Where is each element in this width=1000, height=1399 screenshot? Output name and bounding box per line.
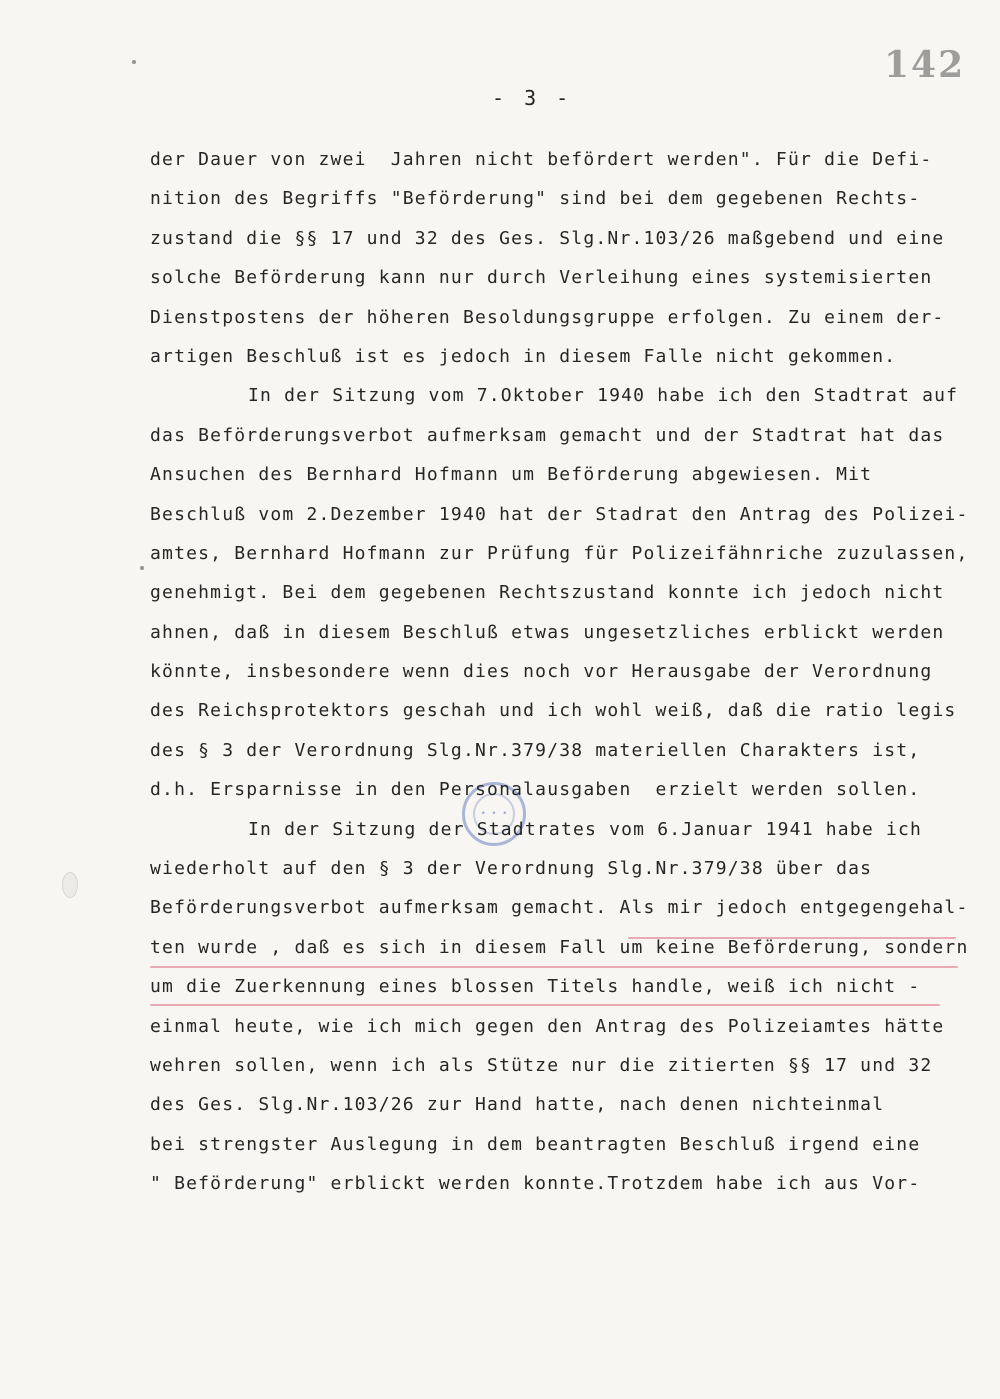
text-line: solche Beförderung kann nur durch Verleihung eines systemisierten [150,267,933,289]
text-line: des Reichsprotektors geschah und ich wohl weiß, daß die ratio legis [150,700,957,722]
body-text [150,140,970,1204]
text-line: Beförderungsverbot aufmerksam gemacht. Als mir jedoch entgegengehal- [150,897,969,919]
text-line: um die Zuerkennung eines blossen Titels handle, weiß ich nicht - [150,976,921,998]
ink-mark [132,60,136,64]
text-line: " Beförderung" erblickt werden konnte.Trotzdem habe ich aus Vor- [150,1173,921,1195]
text-line: könnte, insbesondere wenn dies noch vor Herausgabe der Verordnung [150,661,933,683]
text-line: Beschluß vom 2.Dezember 1940 hat der Stadrat den Antrag des Polizei- [150,503,969,525]
text-line: ahnen, daß in diesem Beschluß etwas ungesetzliches erblickt werden [150,621,945,643]
text-line: des § 3 der Verordnung Slg.Nr.379/38 materiellen Charakters ist, [150,739,921,761]
text-line: In der Sitzung vom 7.Oktober 1940 habe ich den Stadtrat auf [248,385,959,407]
text-line: einmal heute, wie ich mich gegen den Antrag des Polizeiamtes hätte [150,1015,945,1037]
text-line: In der Sitzung der Stadtrates vom 6.Januar 1941 habe ich [248,818,923,840]
punch-hole [62,872,78,898]
text-line: zustand die §§ 17 und 32 des Ges. Slg.Nr.103/26 maßgebend und eine [150,227,945,249]
text-line: wiederholt auf den § 3 der Verordnung Slg.Nr.379/38 über das [150,858,873,880]
text-line: genehmigt. Bei dem gegebenen Rechtszustand konnte ich jedoch nicht [150,582,945,604]
text-line: der Dauer von zwei Jahren nicht befördert werden". Für die Defi- [150,149,933,170]
page-number: - 3 - [492,86,573,110]
text-line: das Beförderungsverbot aufmerksam gemacht und der Stadtrat hat das [150,424,945,446]
ink-mark [140,566,144,570]
text-line: bei strengster Auslegung in dem beantragten Beschluß irgend eine [150,1133,921,1155]
archive-page-number: 142 [884,44,966,86]
text-line: wehren sollen, wenn ich als Stütze nur die zitierten §§ 17 und 32 [150,1054,933,1076]
text-line: Ansuchen des Bernhard Hofmann um Beförderung abgewiesen. Mit [150,464,873,486]
text-line: nition des Begriffs "Beförderung" sind bei dem gegebenen Rechts- [150,188,921,210]
text-line: artigen Beschluß ist es jedoch in diesem Falle nicht gekommen. [150,345,897,367]
text-line: Dienstpostens der höheren Besoldungsgruppe erfolgen. Zu einem der- [150,306,945,328]
text-line: d.h. Ersparnisse in den Personalausgaben erzielt werden sollen. [150,779,921,801]
text-line: des Ges. Slg.Nr.103/26 zur Hand hatte, nach denen nichteinmal [150,1094,885,1116]
text-line: ten wurde , daß es sich in diesem Fall um keine Beförderung, sondern [150,936,969,958]
archive-stamp-text: • • • [480,809,508,819]
text-line: amtes, Bernhard Hofmann zur Prüfung für Polizeifähnriche zuzulassen, [150,542,969,564]
